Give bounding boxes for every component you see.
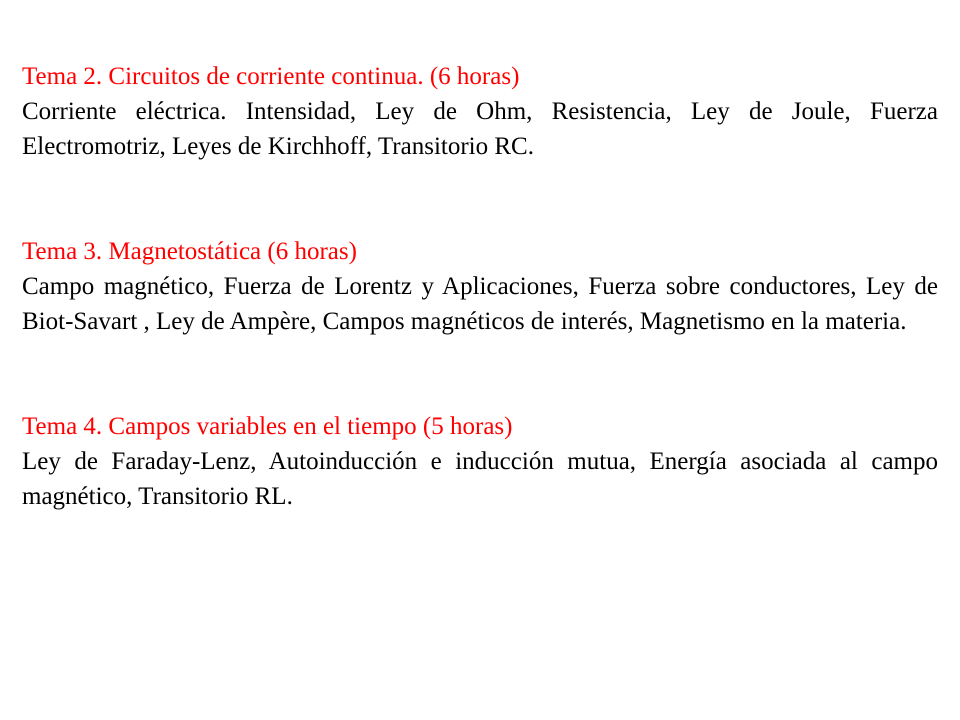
section-tema-3	[22, 235, 938, 339]
section-body: Corriente eléctrica. Intensidad, Ley de Ohm, Resistencia, Ley de Joule, Fuerza Electromotriz, Leyes de Kirchhoff, Transitorio RC.	[22, 98, 938, 160]
slide-content	[22, 60, 938, 514]
section-body: Ley de Faraday-Lenz, Autoinducción e inducción mutua, Energía asociada al campo magnético, Transitorio RL.	[22, 448, 938, 510]
section-title: Tema 4. Campos variables en el tiempo (5 horas)	[22, 413, 513, 440]
section-title: Tema 3. Magnetostática (6 horas)	[22, 238, 357, 265]
section-body: Campo magnético, Fuerza de Lorentz y Aplicaciones, Fuerza sobre conductores, Ley de Biot-Savart , Ley de Ampère, Campos magnéticos de interés, Magnetismo en la materia.	[22, 273, 938, 335]
section-title: Tema 2. Circuitos de corriente continua. (6 horas)	[22, 63, 520, 90]
section-tema-4	[22, 410, 938, 514]
section-tema-2	[22, 60, 938, 164]
